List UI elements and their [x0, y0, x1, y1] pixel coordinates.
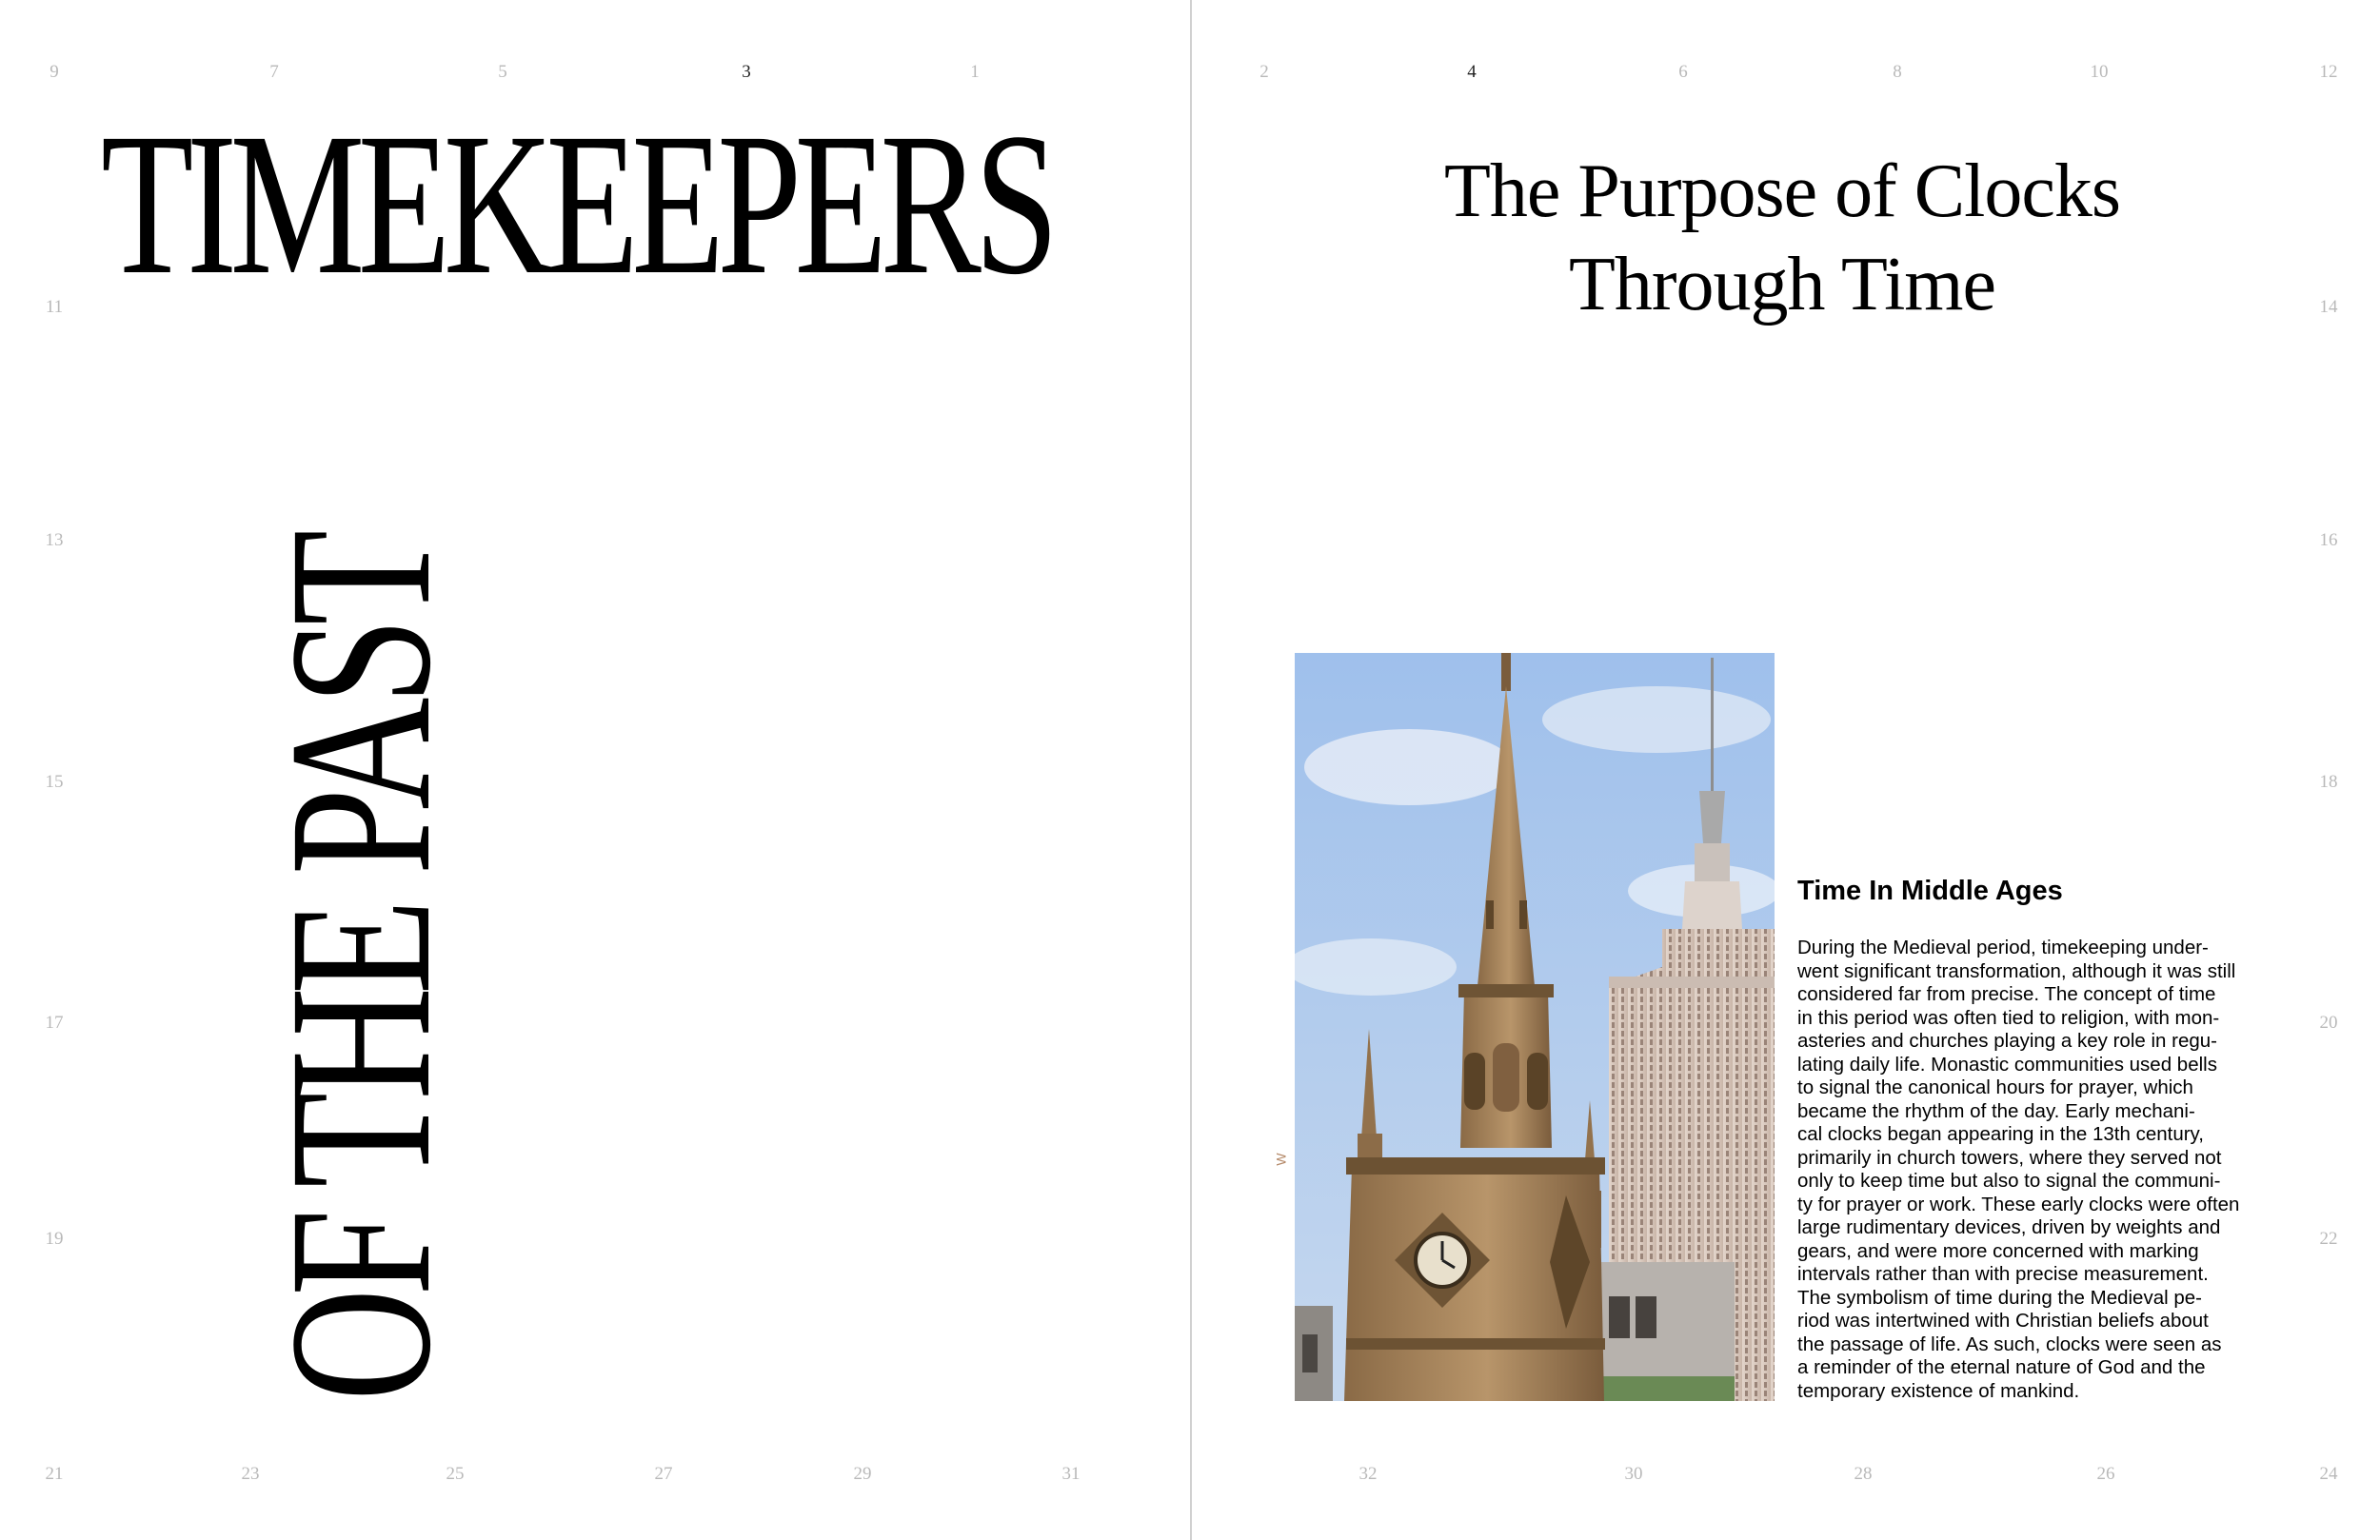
guide-number: 1 — [970, 62, 980, 82]
guide-number: 15 — [45, 772, 64, 792]
body-line: intervals rather than with precise measurement. — [1797, 1263, 2209, 1285]
body-line: went significant transformation, although it was still — [1797, 959, 2236, 982]
title-horizontal: TIMEKEEPERS — [101, 91, 1052, 317]
guide-number: 9 — [50, 62, 59, 82]
guide-number: 19 — [45, 1229, 64, 1249]
guide-number: 17 — [45, 1013, 64, 1033]
photo-caption-mark: W — [1273, 1153, 1289, 1166]
body-line: gears, and were more concerned with marking — [1797, 1239, 2199, 1262]
body-line: in this period was often tied to religion, with mon- — [1797, 1006, 2220, 1029]
body-line: large rudimentary devices, driven by weights and — [1797, 1216, 2221, 1238]
guide-number: 32 — [1359, 1464, 1378, 1484]
page-heading — [1382, 145, 2182, 331]
article-body — [1797, 937, 2288, 1403]
guide-number: 22 — [2319, 1229, 2338, 1249]
guide-number: 29 — [853, 1464, 872, 1484]
guide-number: 4 — [1467, 62, 1477, 82]
heading-line: Through Time — [1568, 243, 1996, 326]
guide-number: 30 — [1624, 1464, 1643, 1484]
guide-number: 28 — [1854, 1464, 1873, 1484]
guide-number: 18 — [2319, 772, 2338, 792]
guide-number: 24 — [2319, 1464, 2338, 1484]
body-line: asteries and churches playing a key role in regu- — [1797, 1030, 2217, 1052]
guide-number: 21 — [45, 1464, 64, 1484]
guide-number: 31 — [1061, 1464, 1081, 1484]
guide-number: 13 — [45, 530, 64, 550]
guide-number: 10 — [2090, 62, 2109, 82]
body-line: cal clocks began appearing in the 13th century, — [1797, 1123, 2204, 1145]
body-line: ty for prayer or work. These early clocks were often — [1797, 1193, 2240, 1215]
body-line: only to keep time but also to signal the communi- — [1797, 1170, 2221, 1192]
guide-number: 5 — [498, 62, 507, 82]
guide-number: 2 — [1259, 62, 1269, 82]
church-spire-photo — [1295, 653, 1775, 1401]
heading-line: The Purpose of Clocks — [1443, 149, 2120, 233]
guide-number: 14 — [2319, 297, 2338, 317]
guide-number: 6 — [1678, 62, 1688, 82]
guide-number: 25 — [446, 1464, 465, 1484]
body-line: considered far from precise. The concept of time — [1797, 983, 2216, 1005]
title-vertical: OF THE PAST — [248, 537, 473, 1401]
guide-number: 26 — [2096, 1464, 2115, 1484]
body-line: lating daily life. Monastic communities used bells — [1797, 1053, 2217, 1076]
body-line: the passage of life. As such, clocks were seen as — [1797, 1333, 2222, 1355]
guide-number: 3 — [742, 62, 751, 82]
guide-number: 20 — [2319, 1013, 2338, 1033]
guide-number: 23 — [241, 1464, 260, 1484]
guide-number: 27 — [654, 1464, 673, 1484]
guide-number: 12 — [2319, 62, 2338, 82]
body-line: temporary existence of mankind. — [1797, 1379, 2080, 1402]
body-line: to signal the canonical hours for prayer, which — [1797, 1076, 2193, 1098]
guide-number: 7 — [269, 62, 279, 82]
section-title: Time In Middle Ages — [1797, 876, 2063, 906]
body-line: During the Medieval period, timekeeping under- — [1797, 937, 2209, 958]
guide-number: 8 — [1893, 62, 1902, 82]
guide-number: 11 — [45, 297, 64, 317]
body-line: primarily in church towers, where they served not — [1797, 1146, 2222, 1169]
body-line: a reminder of the eternal nature of God and the — [1797, 1356, 2206, 1378]
body-line: The symbolism of time during the Medieval pe- — [1797, 1286, 2202, 1309]
guide-number: 16 — [2319, 530, 2338, 550]
body-line: riod was intertwined with Christian beliefs about — [1797, 1310, 2209, 1332]
body-line: became the rhythm of the day. Early mechani- — [1797, 1099, 2195, 1122]
